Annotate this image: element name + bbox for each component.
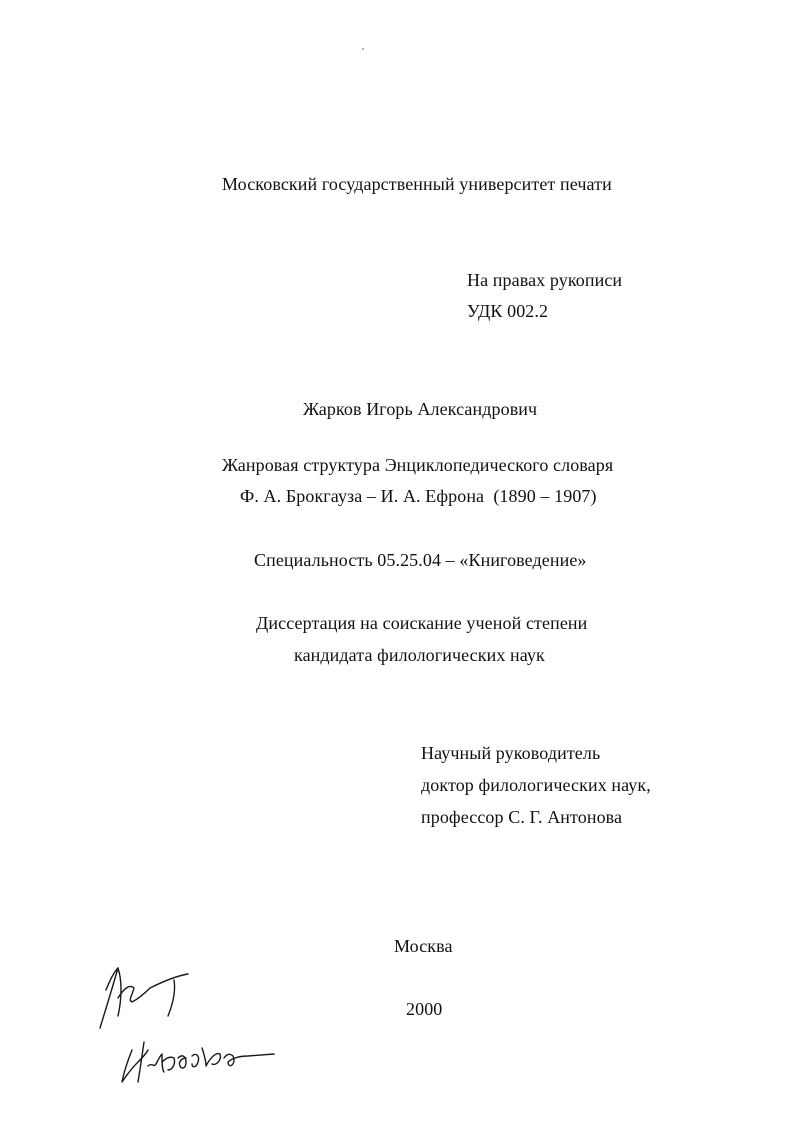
degree-line-2: кандидата филологических наук (294, 645, 545, 665)
supervisor-name: профессор С. Г. Антонова (421, 807, 623, 827)
handwritten-signature (88, 958, 298, 1098)
rights-note: На правах рукописи (467, 270, 623, 290)
dissertation-title-line-2: Ф. А. Брокгауза – И. А. Ефрона (1890 – 1907) (240, 486, 597, 506)
udc-code: УДК 002.2 (467, 301, 549, 321)
university-name: Московский государственный университет печати (222, 174, 612, 194)
supervisor-label: Научный руководитель (421, 743, 601, 763)
scan-speck (362, 48, 364, 50)
degree-line-1: Диссертация на соискание ученой степени (256, 613, 588, 633)
specialty: Специальность 05.25.04 – «Книговедение» (254, 550, 587, 570)
dissertation-title-line-1: Жанровая структура Энциклопедического словаря (222, 455, 614, 475)
author-name: Жарков Игорь Александрович (303, 399, 538, 419)
year: 2000 (406, 999, 443, 1019)
city: Москва (394, 936, 453, 956)
supervisor-degree: доктор филологических наук, (421, 775, 651, 795)
